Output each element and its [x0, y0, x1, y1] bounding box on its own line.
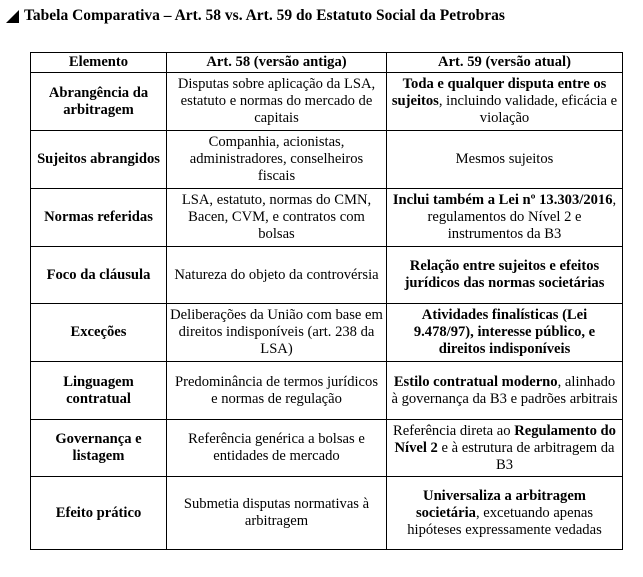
cell-antiga: LSA, estatuto, normas do CMN, Bacen, CVM, e contratos com bolsas: [167, 189, 387, 247]
cell-atual: [387, 73, 623, 131]
cell-atual: [387, 420, 623, 477]
table-row: [31, 189, 623, 247]
header-row: [31, 53, 623, 73]
cell-atual: [387, 477, 623, 550]
table-row: [31, 131, 623, 189]
emphasis-text: Toda e qualquer disputa entre os sujeitos: [391, 76, 607, 109]
cell-elemento: Governança e listagem: [31, 420, 167, 477]
body-text: , excetuando apenas hipóteses expressamente vedadas: [407, 504, 602, 538]
cell-antiga: Deliberações da União com base em direitos indisponíveis (art. 238 da LSA): [167, 304, 387, 362]
table-caption: [6, 5, 505, 27]
body-text: Mesmos sujeitos: [455, 151, 554, 167]
cell-antiga: Referência genérica a bolsas e entidades de mercado: [167, 420, 387, 477]
header-art58: Art. 58 (versão antiga): [167, 53, 387, 73]
cell-elemento: Efeito prático: [31, 477, 167, 550]
body-text: , incluindo validade, eficácia e violação: [438, 93, 618, 126]
emphasis-text: Regulamento do Nível 2: [394, 422, 616, 456]
header-art59: Art. 59 (versão atual): [387, 53, 623, 73]
cell-atual: [387, 131, 623, 189]
cell-elemento: Exceções: [31, 304, 167, 362]
emphasis-text: Estilo contratual moderno: [393, 373, 558, 390]
cell-antiga: Natureza do objeto da controvérsia: [167, 247, 387, 304]
table-row: [31, 304, 623, 362]
cell-elemento: Linguagem contratual: [31, 362, 167, 420]
table-row: [31, 73, 623, 131]
cell-elemento: Sujeitos abrangidos: [31, 131, 167, 189]
body-text: , regulamentos do Nível 2 e instrumentos da B3: [427, 192, 617, 242]
table-row: [31, 247, 623, 304]
cell-antiga: Submetia disputas normativas à arbitragem: [167, 477, 387, 550]
cell-atual: [387, 189, 623, 247]
cell-antiga: Companhia, acionistas, administradores, conselheiros fiscais: [167, 131, 387, 189]
cell-elemento: Abrangência da arbitragem: [31, 73, 167, 131]
cell-antiga: Predominância de termos jurídicos e normas de regulação: [167, 362, 387, 420]
emphasis-text: Relação entre sujeitos e efeitos jurídicos das normas societárias: [404, 258, 605, 291]
header-elemento: Elemento: [31, 53, 167, 73]
comparison-table: [30, 52, 623, 550]
cell-antiga: Disputas sobre aplicação da LSA, estatuto e normas do mercado de capitais: [167, 73, 387, 131]
cell-elemento: Foco da cláusula: [31, 247, 167, 304]
table-row: [31, 420, 623, 477]
body-text: Referência direta ao: [393, 422, 515, 439]
cell-atual: [387, 362, 623, 420]
emphasis-text: Universaliza a arbitragem societária: [415, 487, 586, 521]
table-row: [31, 362, 623, 420]
cell-atual: [387, 247, 623, 304]
body-text: e à estrutura de arbitragem da B3: [437, 439, 615, 473]
emphasis-text: Atividades finalísticas (Lei 9.478/97), interesse público, e direitos indisponíveis: [413, 307, 596, 357]
cell-atual: [387, 304, 623, 362]
triangle-marker-icon: [6, 10, 19, 23]
emphasis-text: Inclui também a Lei nº 13.303/2016: [392, 192, 613, 208]
body-text: , alinhado à governança da B3 e padrões arbitrais: [391, 373, 618, 407]
table-row: [31, 477, 623, 550]
cell-elemento: Normas referidas: [31, 189, 167, 247]
caption-text: Tabela Comparativa – Art. 58 vs. Art. 59 do Estatuto Social da Petrobras: [24, 7, 505, 24]
